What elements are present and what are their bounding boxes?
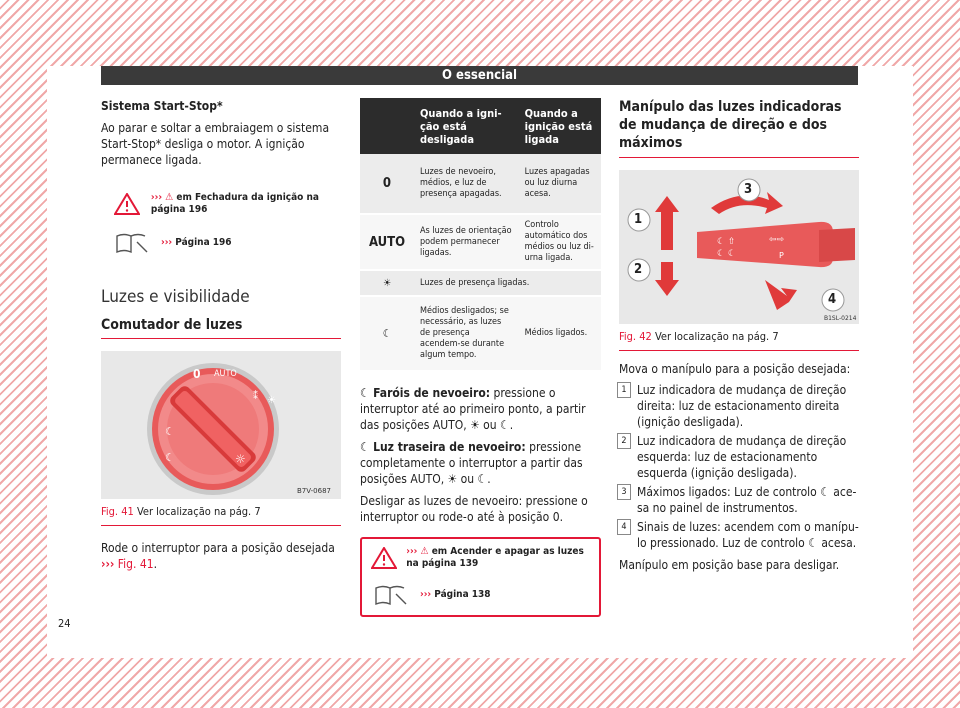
table-cell: Médios desligados; se necessário, as luzes de presença acendem-se durante algum tempo. — [414, 296, 519, 370]
table-header-on: Quando a ignição está ligada — [519, 98, 601, 154]
column-right — [619, 98, 859, 573]
warning-triangle-icon — [362, 547, 406, 569]
warning-box-1 — [101, 182, 341, 266]
table-row — [360, 296, 601, 370]
item-text: Luz indicadora de mudança de direção direita: luz de estacionamento direita (ignição desligada). — [637, 383, 847, 429]
turn-signal-stalk-illustration — [619, 170, 859, 324]
chevron-icon: ››› — [150, 192, 166, 203]
intro-text: Mova o manípulo para a posição desejada: — [619, 362, 851, 376]
figure-41-caption — [101, 499, 341, 526]
warning-triangle-icon — [103, 193, 151, 215]
fig41-label-zero: 0 — [193, 367, 201, 381]
list-item — [621, 484, 859, 516]
chevron-icon: ››› — [161, 237, 176, 248]
caption-text: Ver localização na pág. 7 — [136, 505, 261, 518]
table-cell: Controlo automático dos médios ou luz diurna ligada. — [519, 214, 601, 270]
table-row — [360, 154, 601, 214]
section-subtitle: Comutador de luzes — [101, 317, 341, 339]
list-item — [621, 382, 859, 430]
warning-ref-label: em Acender e apagar as luzes na página 139 — [406, 546, 584, 569]
caption-text: Ver localização na pág. 7 — [654, 330, 779, 343]
instruction-text: Rode o interruptor para a posição desejada — [101, 541, 335, 555]
fog-front-icon: ☾ — [360, 386, 374, 400]
figure-42-caption — [619, 324, 859, 351]
small-warning-icon: ⚠ — [420, 546, 429, 557]
fog-rear-icon: ☾ — [360, 440, 374, 454]
svg-text:☾ ☾: ☾ ☾ — [717, 249, 736, 259]
table-header-row — [360, 98, 601, 154]
fog-rear-label: Luz traseira de nevoeiro: — [373, 440, 526, 454]
book-row — [103, 224, 339, 262]
item-number: 3 — [617, 484, 631, 500]
book-ref-text[interactable] — [161, 237, 232, 249]
callout-1: 1 — [634, 212, 643, 227]
figure-42 — [619, 170, 859, 324]
fig41-label-auto: AUTO — [214, 369, 237, 379]
item-text: Máximos ligados: Luz de controlo ☾ acesa no painel de instrumentos. — [637, 485, 857, 515]
chevron-icon: ››› — [101, 557, 115, 571]
warning-row — [103, 184, 339, 224]
front-fog-paragraph — [360, 385, 601, 433]
table-cell: Luzes apagadas ou luz diurna acesa. — [519, 154, 601, 214]
item-number: 2 — [617, 433, 631, 449]
section-title: Luzes e visibilidade — [101, 287, 250, 307]
numbered-list — [619, 382, 859, 551]
table-header-symbol — [360, 98, 414, 154]
warning-ref-label: em Fechadura da ignição na página 196 — [150, 192, 319, 215]
svg-text:☾: ☾ — [165, 451, 175, 464]
after-figure-text — [101, 540, 341, 572]
warning-box-2 — [360, 537, 601, 617]
book-ref-label: Página 196 — [175, 237, 232, 248]
outro-text: Manípulo em posição base para desligar. — [619, 558, 840, 572]
small-warning-icon: ⚠ — [165, 192, 174, 203]
warning-row — [362, 539, 599, 577]
list-item — [621, 433, 859, 481]
figure-ref-link[interactable]: Fig. 41 — [117, 557, 154, 571]
figure-label: Fig. 42 — [619, 330, 652, 343]
item-number: 4 — [617, 519, 631, 535]
svg-text:⇦⇨: ⇦⇨ — [769, 235, 785, 245]
book-ref-text[interactable] — [420, 589, 491, 601]
callout-3: 3 — [744, 182, 753, 197]
item-text: Sinais de luzes: acendem com o manípulo pressionado. Luz de controlo ☾ acesa. — [637, 520, 859, 550]
fog-front-text: pressione o interruptor até ao primeiro ponto, a partir das posições AUTO, ☀ ou ☾. — [360, 386, 586, 432]
figure-label: Fig. 41 — [101, 505, 134, 518]
column-middle — [360, 98, 601, 617]
list-item — [621, 519, 859, 551]
figure-code: B7V-0687 — [297, 487, 331, 495]
page-header: O essencial — [101, 66, 858, 85]
figure-code: B1SL-0214 — [824, 315, 857, 322]
low-beam-icon: ☾ — [360, 296, 414, 370]
svg-text:☾: ☾ — [165, 425, 175, 438]
figure-41 — [101, 351, 341, 499]
table-cell: Luzes de presença ligadas. — [414, 270, 601, 296]
callout-2: 2 — [634, 262, 643, 277]
table-row — [360, 270, 601, 296]
book-icon — [103, 232, 161, 254]
column-left — [101, 98, 341, 572]
rear-fog-paragraph — [360, 439, 601, 487]
svg-text:⁑: ⁑ — [253, 391, 258, 402]
table-row — [360, 214, 601, 270]
book-row — [362, 577, 599, 613]
book-icon — [362, 584, 420, 606]
fog-rear-text: pressione completamente o interruptor a partir das posições AUTO, ☀ ou ☾. — [360, 440, 583, 486]
period: . — [153, 557, 158, 571]
symbol-auto: AUTO — [360, 214, 414, 270]
fog-off-text: Desligar as luzes de nevoeiro: pressione o interruptor ou rode-o até à posição 0. — [360, 494, 588, 524]
light-positions-table — [360, 98, 601, 370]
start-stop-title: Sistema Start-Stop* — [101, 99, 223, 113]
item-text: Luz indicadora de mudança de direção esquerda: luz de estacionamento esquerda (ignição desligada). — [637, 434, 847, 480]
svg-text:☾ ⇧: ☾ ⇧ — [717, 237, 736, 247]
page-number: 24 — [58, 617, 71, 630]
svg-text:P: P — [779, 251, 784, 260]
start-stop-text: Ao parar e soltar a embraiagem o sistema Start-Stop* desliga o motor. A ignição permanece ligada. — [101, 121, 330, 167]
section-heading — [101, 289, 341, 339]
callout-4: 4 — [828, 292, 837, 307]
section3-title: Manípulo das luzes indicadoras de mudança de direção e dos máximos — [619, 98, 859, 158]
parking-light-icon: ☀ — [360, 270, 414, 296]
table-header-off: Quando a ignição está desligada — [414, 98, 519, 154]
warning-ref-text[interactable] — [406, 546, 599, 570]
book-ref-label: Página 138 — [434, 589, 491, 600]
warning-ref-text[interactable] — [151, 192, 339, 216]
item-number: 1 — [617, 382, 631, 398]
table-cell: As luzes de orientação podem permanecer ligadas. — [414, 214, 519, 270]
fog-front-label: Faróis de nevoeiro: — [373, 386, 491, 400]
svg-text:☀: ☀ — [267, 395, 276, 406]
chevron-icon: ››› — [406, 546, 421, 557]
svg-text:☼: ☼ — [235, 452, 246, 466]
chevron-icon: ››› — [420, 589, 435, 600]
symbol-zero: 0 — [360, 154, 414, 214]
table-cell: Médios ligados. — [519, 296, 601, 370]
table-cell: Luzes de nevoeiro, médios, e luz de presença apagadas. — [414, 154, 519, 214]
